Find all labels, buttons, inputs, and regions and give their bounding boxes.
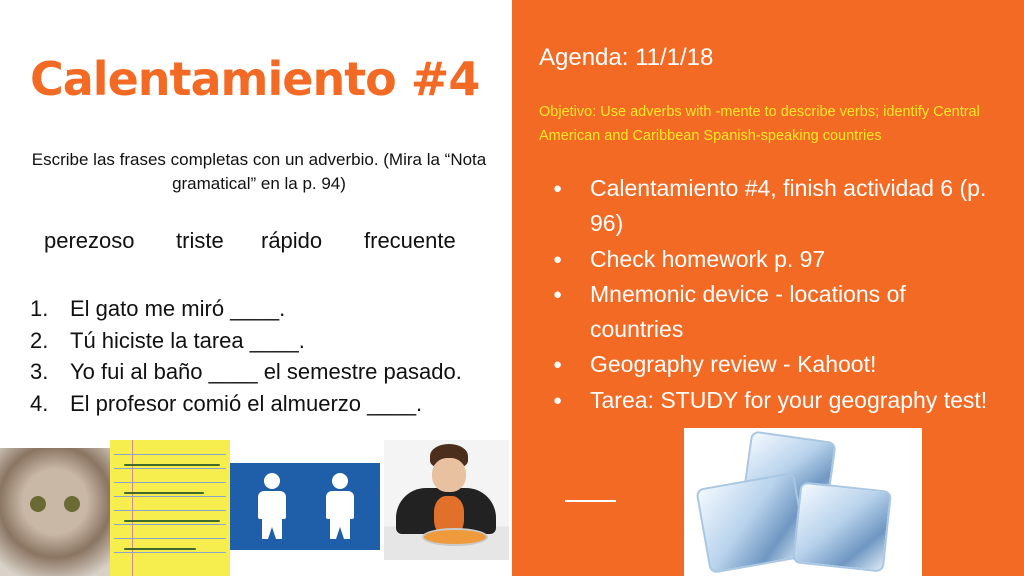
sentence-item: 2. Tú hiciste la tarea ____. bbox=[30, 327, 305, 353]
sentence-list bbox=[30, 293, 462, 419]
agenda-item: ● Check homework p. 97 bbox=[553, 242, 1003, 277]
man-eating-spaghetti-image bbox=[384, 440, 509, 560]
sentence-item: 4. El profesor comió el almuerzo ____. bbox=[30, 390, 423, 416]
sentence-item: 3. Yo fui al baño ____ el semestre pasado. bbox=[30, 359, 462, 384]
agenda-item: ● Tarea: STUDY for your geography test! bbox=[553, 383, 1003, 418]
agenda-heading: Agenda: 11/1/18 bbox=[539, 44, 714, 71]
instructions-text: Escribe las frases completas con un adverbio. (Mira la “Nota gramatical” en la p. 94) bbox=[31, 150, 487, 193]
word-bank-triste: triste bbox=[176, 228, 224, 253]
agenda-list bbox=[553, 171, 1003, 418]
cat-eye bbox=[30, 496, 46, 512]
word-bank-frecuente: frecuente bbox=[364, 228, 456, 253]
ice-cubes-image bbox=[684, 428, 922, 576]
cat-eye bbox=[64, 496, 80, 512]
woman-figure-icon bbox=[254, 473, 290, 539]
word-bank-perezoso: perezoso bbox=[44, 228, 135, 253]
man-figure-icon bbox=[322, 473, 358, 539]
agenda-item: ● Mnemonic device - locations of countries bbox=[553, 277, 1003, 348]
cat-image bbox=[0, 448, 110, 576]
blank-line bbox=[565, 500, 616, 502]
slide-title: Calentamiento #4 bbox=[30, 52, 480, 106]
restroom-sign-image bbox=[230, 463, 380, 550]
homework-paper-image bbox=[110, 440, 230, 576]
agenda-item: ● Calentamiento #4, finish actividad 6 (p. 96) bbox=[553, 171, 1003, 242]
word-bank-rapido: rápido bbox=[261, 228, 323, 253]
sentence-item: 1. El gato me miró ____. bbox=[30, 296, 286, 321]
agenda-item: ● Geography review - Kahoot! bbox=[553, 347, 1003, 382]
objective-text: Objetivo: Use adverbs with -mente to describe verbs; identify Central American and Caribbean Spanish-speaking countries bbox=[539, 104, 980, 144]
